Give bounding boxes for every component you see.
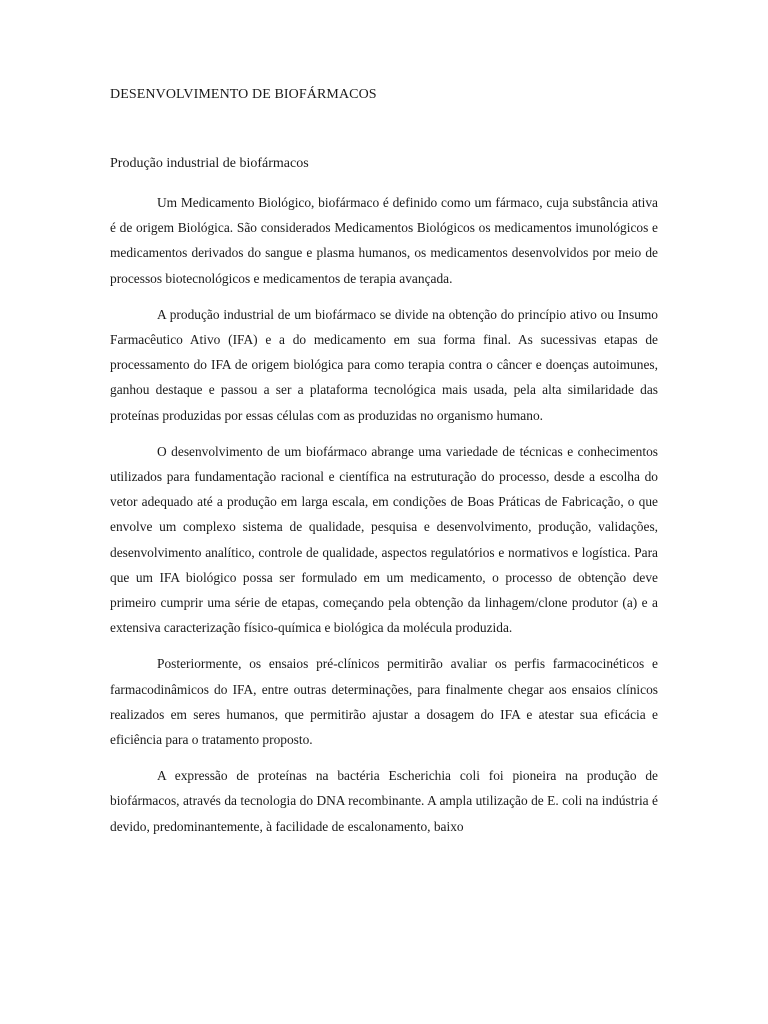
paragraph-2: A produção industrial de um biofármaco se divide na obtenção do princípio ativo ou Insumo Farmacêutico Ativo (IFA) e a do medicamento em sua forma final. As sucessivas etapas de processamento do IFA de origem biológica para como terapia contra o câncer e doenças autoimunes, ganhou destaque e passou a ser a plataforma tecnológica mais usada, pela alta similaridade das proteínas produzidas por essas células com as produzidas no organismo humano. bbox=[110, 306, 658, 423]
section-heading: Produção industrial de biofármacos bbox=[110, 156, 309, 171]
paragraph-1: Um Medicamento Biológico, biofármaco é definido como um fármaco, cuja substância ativa é de origem Biológica. São considerados Medicamentos Biológicos os medicamentos imunológicos e medicamentos derivados do sangue e plasma humanos, os medicamentos desenvolvidos por meio de processos biotecnológicos e medicamentos de terapia avançada. bbox=[110, 195, 658, 286]
paragraph-5: A expressão de proteínas na bactéria Escherichia coli foi pioneira na produção de biofármacos, através da tecnologia do DNA recombinante. A ampla utilização de E. coli na indústria é devido, predominantemente, à facilidade de escalonamento, baixo bbox=[110, 768, 658, 834]
paragraph-4: Posteriormente, os ensaios pré-clínicos permitirão avaliar os perfis farmacocinéticos e farmacodinâmicos do IFA, entre outras determinações, para finalmente chegar aos ensaios clínicos realizados em seres humanos, que permitirão ajustar a dosagem do IFA e atestar sua eficácia e eficiência para o tratamento proposto. bbox=[110, 656, 658, 748]
paragraph-3: O desenvolvimento de um biofármaco abrange uma variedade de técnicas e conhecimentos utilizados para fundamentação racional e científica na estruturação do processo, desde a escolha do vetor adequado até a produção em larga escala, em condições de Boas Práticas de Fabricação, o que envolve um complexo sistema de qualidade, pesquisa e desenvolvimento, produção, validações, desenvolvimento analítico, controle de qualidade, aspectos regulatórios e normativos e logística. Para que um IFA biológico possa ser formulado em um medicamento, o processo de obtenção deve primeiro cumprir uma série de etapas, começando pela obtenção da linhagem/clone produtor (a) e a extensiva caracterização físico-química e biológica da molécula produzida. bbox=[110, 443, 658, 636]
document-body bbox=[110, 190, 658, 850]
document-title: DESENVOLVIMENTO DE BIOFÁRMACOS bbox=[110, 87, 377, 102]
